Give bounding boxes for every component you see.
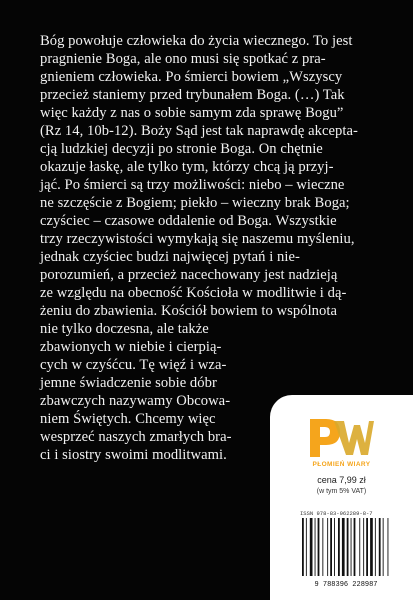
text-line: cych w czyśćcu. Tę więź i wza-	[40, 357, 227, 373]
text-line: więc każdy z nas o sobie samym zda sprawę Bogu”	[40, 105, 344, 121]
barcode-bar	[347, 518, 349, 576]
text-line: gnieniem człowieka. Po śmierci bowiem „Wszyscy	[40, 69, 343, 85]
text-line: okazuje łaskę, ale tylko tym, którzy chcą ją przyj-	[40, 159, 334, 175]
barcode-bar	[302, 518, 304, 576]
barcode-bar	[351, 518, 352, 576]
barcode-bar	[375, 518, 376, 576]
text-line: Bóg powołuje człowieka do życia wiecznego. To jest	[40, 33, 353, 49]
publisher-name: PŁOMIEŃ WIARY	[312, 461, 371, 468]
text-line: zbawionych w niebie i cierpią-	[40, 339, 222, 355]
text-line: (Rz 14, 10b-12). Boży Sąd jest tak naprawdę akcepta-	[40, 123, 358, 139]
barcode-bar	[306, 518, 307, 576]
barcode-bar	[338, 518, 340, 576]
publisher-logo	[306, 413, 376, 461]
barcode-bar	[310, 518, 313, 576]
text-line: czyściec – czasowe oddalenie od Boga. Wszystkie	[40, 213, 337, 229]
barcode-bar	[334, 518, 335, 576]
text-line: cją ludzkiej decyzji po stronie Boga. On chętnie	[40, 141, 323, 157]
barcode-bar	[370, 518, 373, 576]
text-line: niem Świętych. Chcemy więc	[40, 411, 216, 427]
barcode-bar	[366, 518, 368, 576]
barcode-bar	[388, 518, 389, 576]
barcode-bar	[379, 518, 381, 576]
text-line: zbawczych nazywamy Obcowa-	[40, 393, 231, 409]
text-line: pragnienie Boga, ale ono musi się spotkać z pra-	[40, 51, 326, 67]
text-line: wesprzeć naszych zmarłych bra-	[40, 429, 232, 445]
barcode-bar	[315, 518, 316, 576]
text-line: jąć. Po śmierci są trzy możliwości: niebo – wieczne	[40, 177, 345, 193]
barcode-bar	[327, 518, 328, 576]
text-line: przecież staniemy przed trybunałem Boga. (…) Tak	[40, 87, 345, 103]
vat-text: (w tym 5% VAT)	[316, 488, 367, 495]
barcode-bar	[330, 518, 332, 576]
text-line: ci i siostry swoimi modlitwami.	[40, 447, 227, 463]
barcode-bar	[322, 518, 323, 576]
text-line: ze względu na obecność Kościoła w modlitwie i dą-	[40, 285, 347, 301]
barcode	[298, 516, 394, 588]
barcode-bar	[383, 518, 384, 576]
text-line: trzy rzeczywistości wymykają się naszemu myśleniu,	[40, 231, 355, 247]
text-line: nie tylko doczesna, ale także	[40, 321, 209, 337]
barcode-bar	[363, 518, 364, 576]
text-line: porozumień, a przecież nacechowany jest nadzieją	[40, 267, 338, 283]
logo-letter-w	[334, 421, 374, 455]
text-line: żeniu do zbawienia. Kościół bowiem to wspólnota	[40, 303, 337, 319]
barcode-bar	[342, 518, 345, 576]
barcode-bar	[359, 518, 360, 576]
price-text: cena 7,99 zł	[317, 475, 366, 485]
barcode-number: 9 788396 228987	[314, 581, 378, 588]
text-line: jednak czyściec budzi najwięcej pytań i nie-	[40, 249, 300, 265]
text-line: ne szczęście z Bogiem; piekło – wieczny brak Boga;	[40, 195, 350, 211]
issn-text: ISSN 978-83-962289-8-7	[300, 510, 373, 517]
barcode-bar	[318, 518, 320, 576]
barcode-bar	[354, 518, 356, 576]
text-line: jemne świadczenie sobie dóbr	[40, 375, 217, 391]
